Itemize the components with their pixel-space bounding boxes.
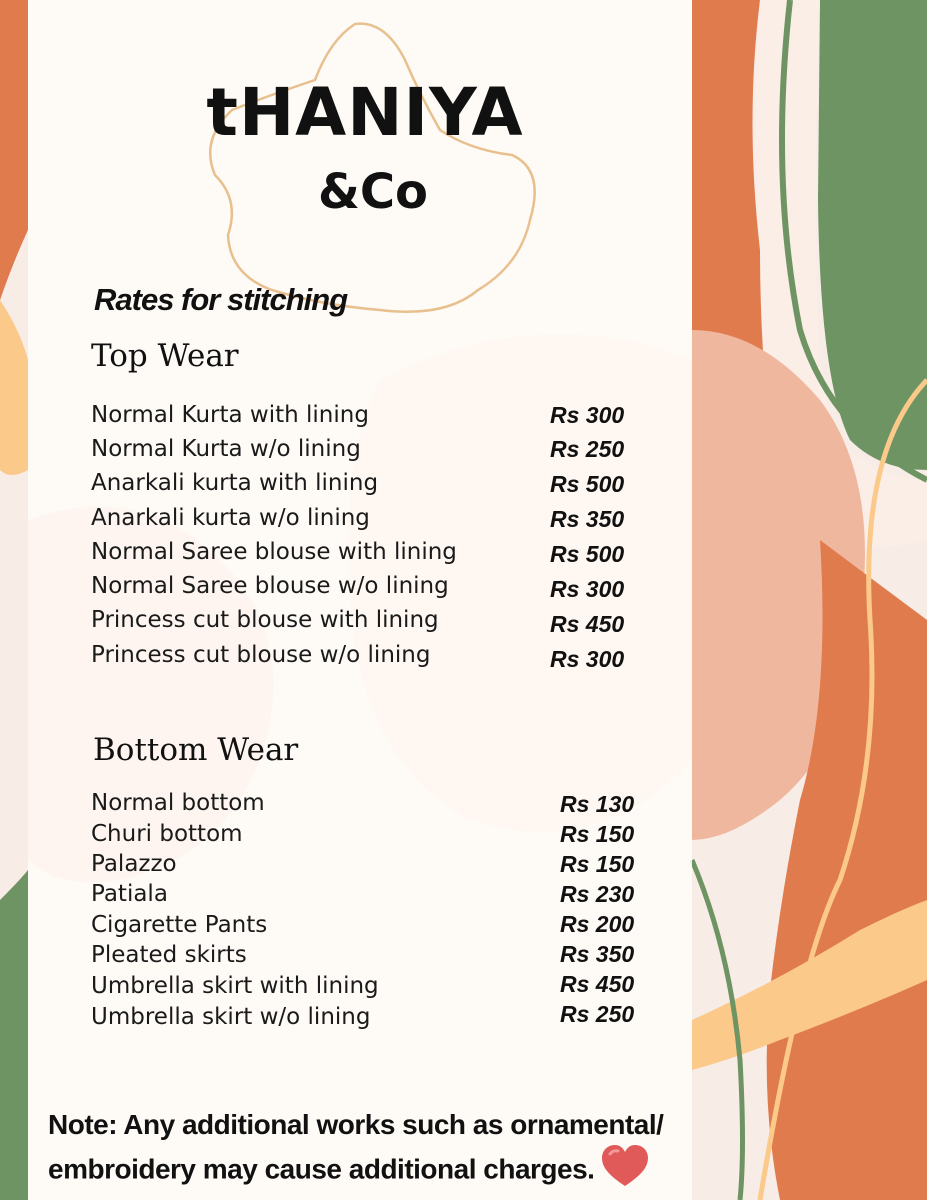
- list-item-price: Rs 450: [550, 611, 625, 637]
- list-item-name: Cigarette Pants: [91, 912, 268, 938]
- list-item-price: Rs 300: [550, 646, 625, 672]
- list-item-price: Rs 500: [550, 471, 625, 497]
- list-item-price: Rs 350: [550, 506, 625, 532]
- list-item-name: Patiala: [91, 881, 168, 907]
- list-item-price: Rs 200: [560, 911, 635, 937]
- list-item-name: Churi bottom: [91, 821, 243, 847]
- list-item-name: Normal bottom: [91, 790, 265, 816]
- list-item-price: Rs 300: [550, 576, 625, 602]
- page-subtitle: Rates for stitching: [94, 282, 348, 317]
- list-item-price: Rs 150: [560, 821, 635, 847]
- list-item-name: Umbrella skirt w/o lining: [91, 1004, 371, 1030]
- brand-suffix: &Co: [317, 164, 429, 220]
- list-item-price: Rs 350: [560, 941, 635, 967]
- brand-name: tHANIYA: [206, 74, 524, 151]
- list-item-name: Palazzo: [91, 851, 177, 877]
- footer-note-line2-wrap: [48, 1144, 688, 1198]
- footer-note-line1: Note: Any additional works such as ornamental/: [48, 1109, 664, 1140]
- list-item-name: Princess cut blouse with lining: [91, 607, 439, 633]
- heart-icon: [600, 1144, 650, 1198]
- list-item-price: Rs 250: [560, 1001, 635, 1027]
- list-item-price: Rs 300: [550, 402, 625, 428]
- list-item-price: Rs 250: [550, 436, 625, 462]
- section-title-top-wear: Top Wear: [91, 338, 239, 374]
- footer-note-line2: embroidery may cause additional charges.: [48, 1153, 595, 1185]
- footer-note: [48, 1106, 688, 1198]
- list-item-name: Umbrella skirt with lining: [91, 973, 379, 999]
- list-item-price: Rs 130: [560, 791, 635, 817]
- list-item-name: Anarkali kurta with lining: [91, 470, 379, 496]
- list-item-name: Normal Saree blouse w/o lining: [91, 573, 449, 599]
- list-item-name: Princess cut blouse w/o lining: [91, 642, 431, 668]
- list-item-price: Rs 500: [550, 541, 625, 567]
- list-item-price: Rs 150: [560, 851, 635, 877]
- section-title-bottom-wear: Bottom Wear: [93, 732, 299, 768]
- list-item-price: Rs 450: [560, 971, 635, 997]
- list-item-name: Normal Saree blouse with lining: [91, 539, 457, 565]
- list-item-name: Normal Kurta with lining: [91, 402, 369, 428]
- list-item-name: Pleated skirts: [91, 942, 247, 968]
- list-item-name: Normal Kurta w/o lining: [91, 436, 361, 462]
- list-item-name: Anarkali kurta w/o lining: [91, 505, 370, 531]
- list-item-price: Rs 230: [560, 881, 635, 907]
